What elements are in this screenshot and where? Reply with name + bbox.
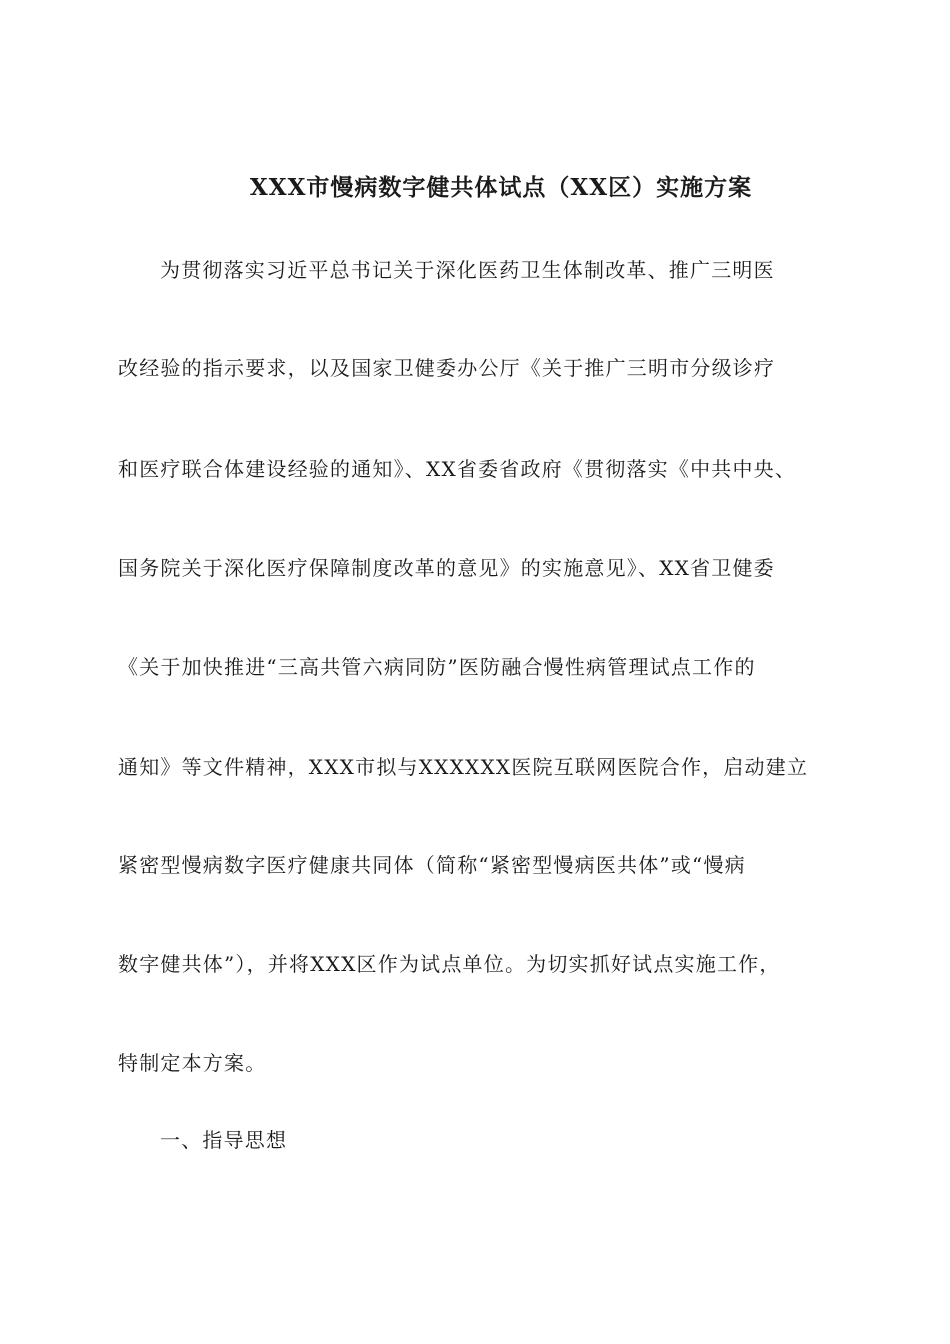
- document-title: XXX市慢病数字健共体试点（XX区）实施方案: [249, 174, 753, 201]
- paragraph-line-9: 特制定本方案。: [118, 1051, 267, 1075]
- paragraph-line-3: 和医疗联合体建设经验的通知》、XX省委省政府《贯彻落实《中共中央、: [118, 457, 797, 481]
- paragraph-line-7: 紧密型慢病数字医疗健康共同体（简称“紧密型慢病医共体”或“慢病: [118, 853, 746, 877]
- paragraph-line-8: 数字健共体”），并将XXX区作为试点单位。为切实抓好试点实施工作，: [118, 952, 781, 976]
- paragraph-line-2: 改经验的指示要求，以及国家卫健委办公厅《关于推广三明市分级诊疗: [118, 356, 776, 380]
- paragraph-line-6: 通知》等文件精神，XXX市拟与XXXXXX医院互联网医院合作，启动建立: [118, 755, 809, 779]
- paragraph-line-5: 《关于加快推进“三高共管六病同防”医防融合慢性病管理试点工作的: [118, 655, 756, 679]
- section-heading: 一、指导思想: [160, 1128, 288, 1152]
- paragraph-line-4: 国务院关于深化医疗保障制度改革的意见》的实施意见》、XX省卫健委: [118, 556, 775, 580]
- paragraph-line-1: 为贯彻落实习近平总书记关于深化医药卫生体制改革、推广三明医: [160, 258, 775, 282]
